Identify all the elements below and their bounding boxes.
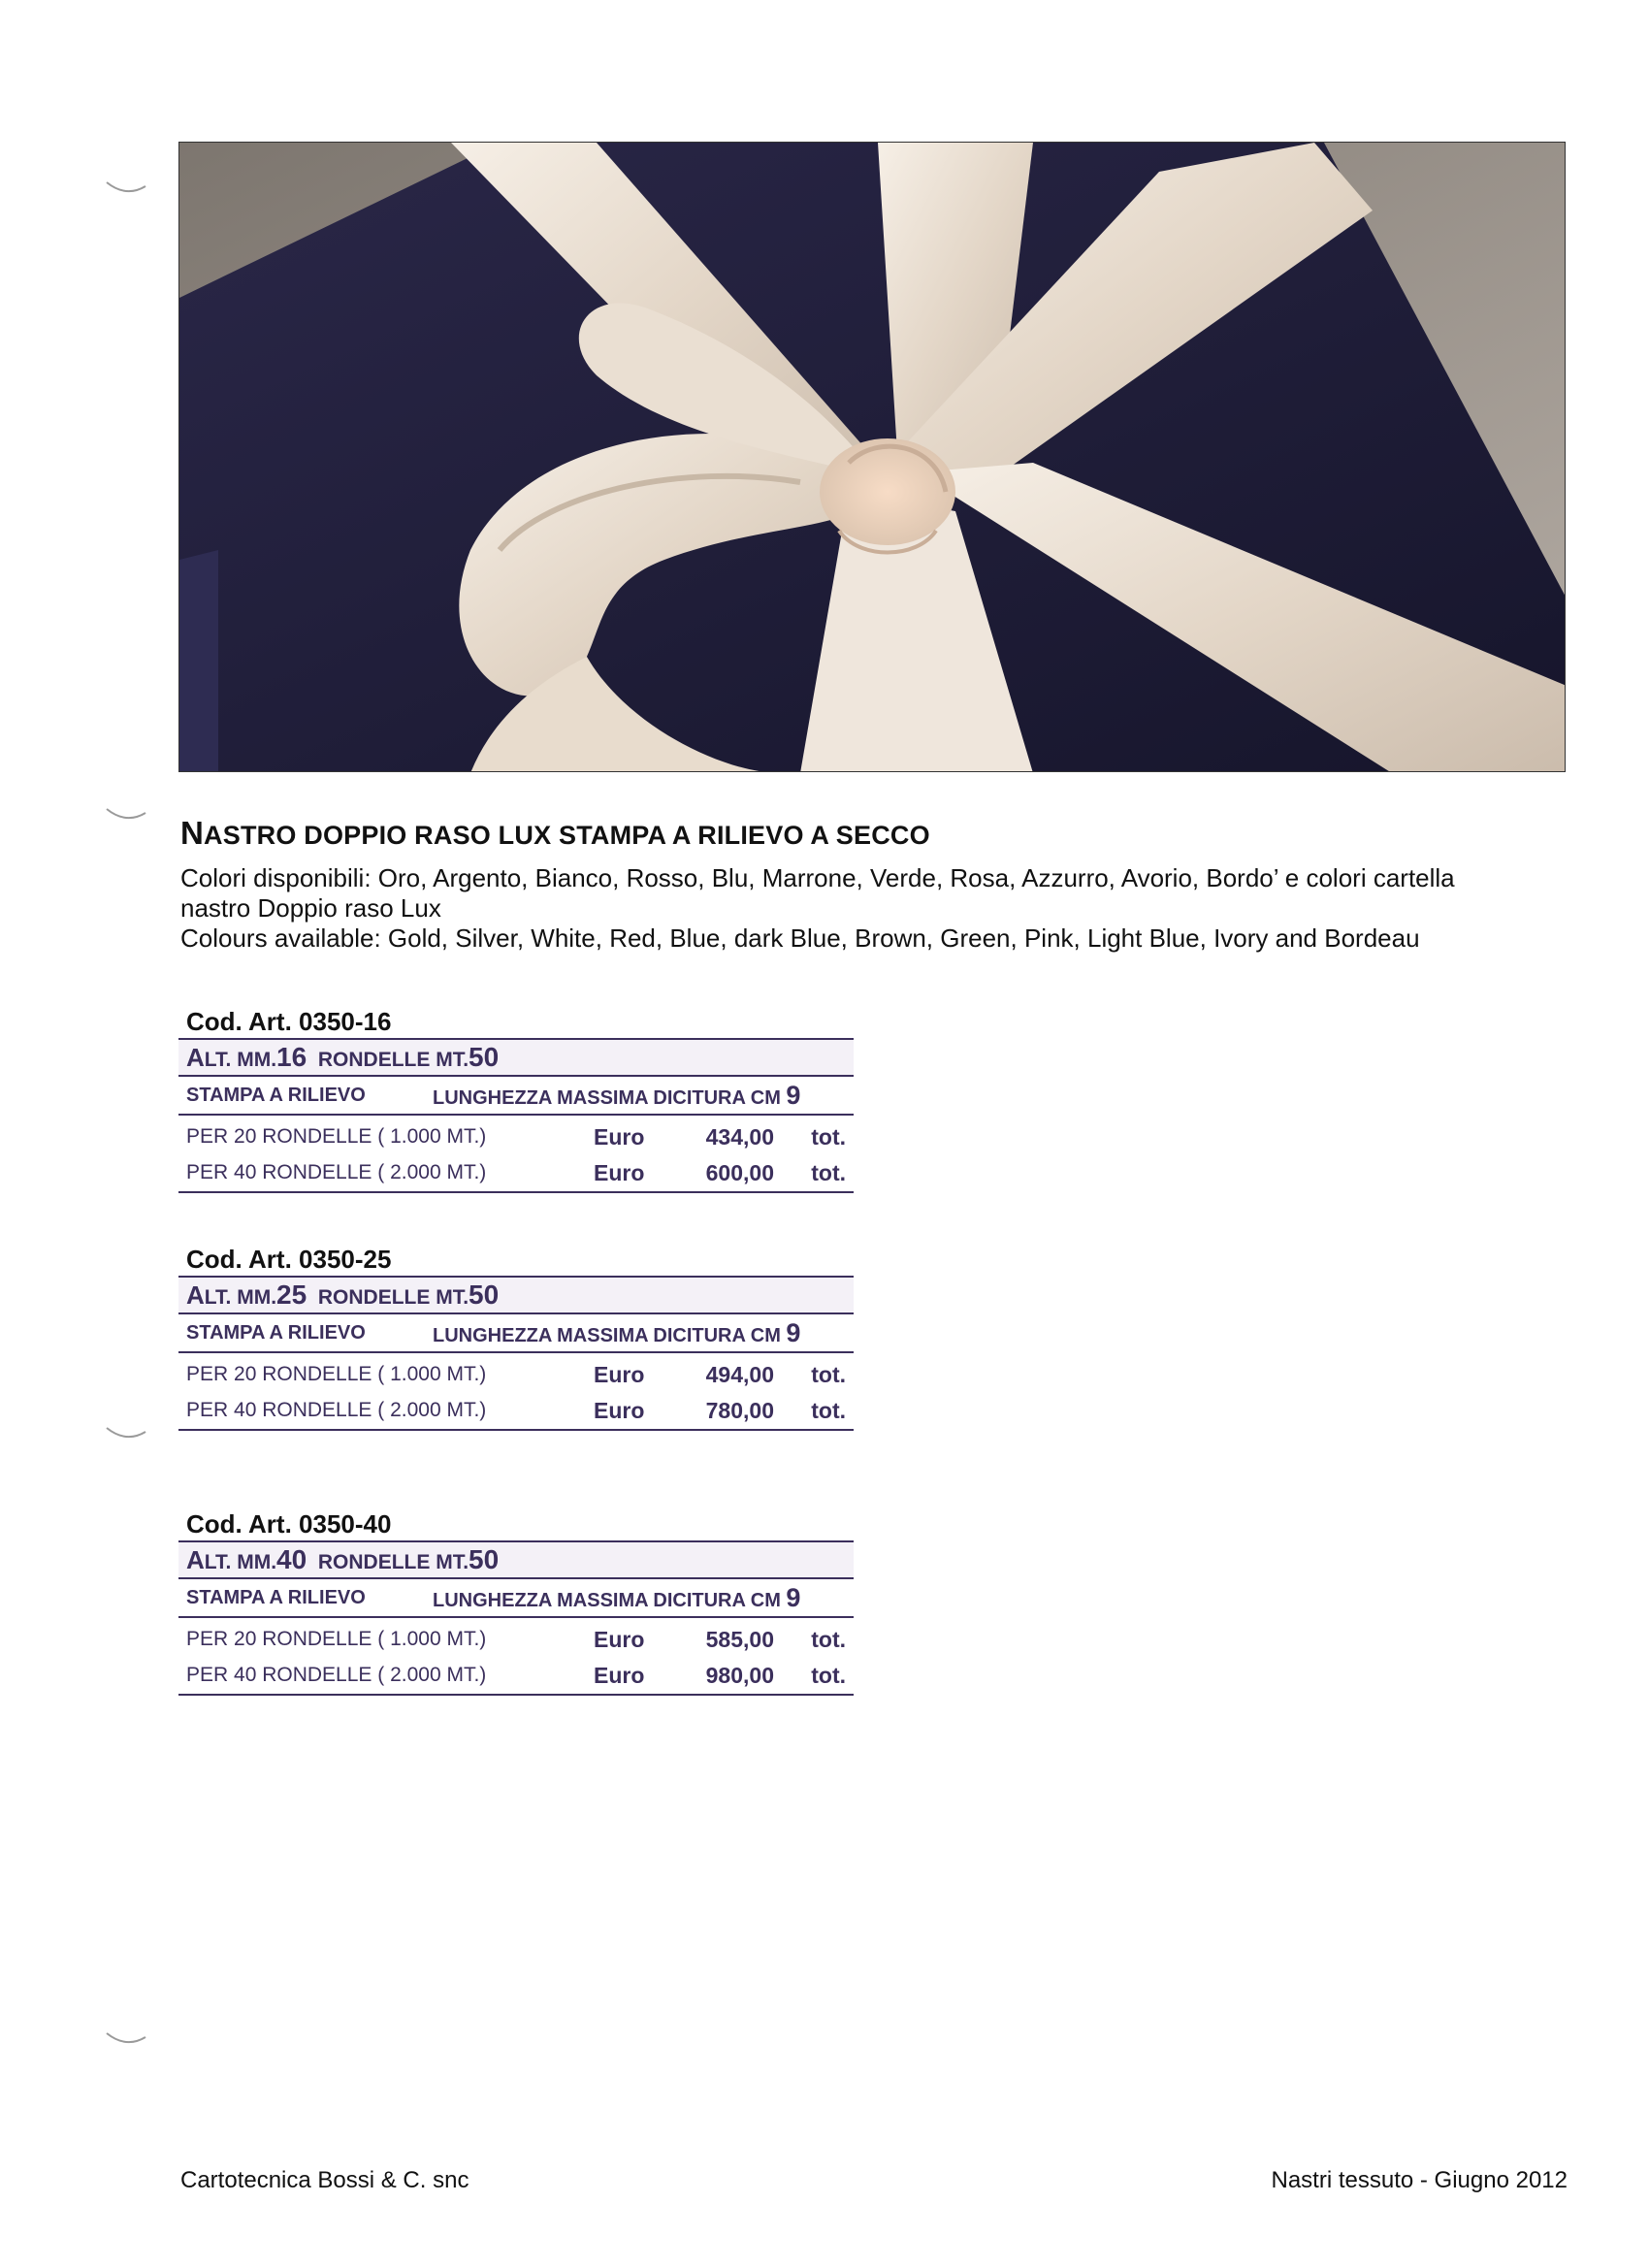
product-title: [180, 815, 930, 852]
article-code: Cod. Art. 0350-25: [186, 1245, 392, 1274]
price-table-article-2: [178, 1243, 854, 1431]
punch-hole-mark: [105, 1424, 147, 1445]
product-description: [180, 863, 1577, 954]
punch-hole-mark: [105, 805, 147, 826]
product-photo: [178, 142, 1566, 772]
price-table-article-1: [178, 1005, 854, 1193]
printing-spec-row: STAMPA A RILIEVO LUNGHEZZA MASSIMA DICITURA CM 9: [178, 1579, 854, 1618]
price-row: PER 40 RONDELLE ( 2.000 MT.) Euro 980,00 tot.: [178, 1657, 854, 1696]
price-row: PER 20 RONDELLE ( 1.000 MT.) Euro 494,00 tot.: [186, 1362, 846, 1387]
price-row: PER 20 RONDELLE ( 1.000 MT.) Euro 585,00 tot.: [186, 1627, 846, 1652]
product-title-rest: ASTRO DOPPIO RASO LUX STAMPA A RILIEVO A SECCO: [204, 821, 930, 850]
colors-italian-line1: Colori disponibili: Oro, Argento, Bianco, Rosso, Blu, Marrone, Verde, Rosa, Azzurro, Avorio, Bordo’ e colori cartella: [180, 863, 1455, 892]
printing-spec-row: STAMPA A RILIEVO LUNGHEZZA MASSIMA DICITURA CM 9: [178, 1314, 854, 1353]
punch-hole-mark: [105, 178, 147, 200]
size-spec-row: ALT. MM.25 RONDELLE MT.50: [178, 1276, 854, 1314]
footer-company: Cartotecnica Bossi & C. snc: [180, 2167, 469, 2193]
price-row: PER 40 RONDELLE ( 2.000 MT.) Euro 600,00 tot.: [178, 1154, 854, 1193]
price-row: PER 40 RONDELLE ( 2.000 MT.) Euro 780,00 tot.: [178, 1392, 854, 1431]
colors-english: Colours available: Gold, Silver, White, Red, Blue, dark Blue, Brown, Green, Pink, Light Blue, Ivory and Bordeau: [180, 923, 1420, 953]
size-spec-row: ALT. MM.40 RONDELLE MT.50: [178, 1540, 854, 1579]
footer-catalog: Nastri tessuto - Giugno 2012: [1271, 2167, 1568, 2193]
product-title-initial: N: [180, 815, 205, 851]
punch-hole-mark: [105, 2029, 147, 2051]
article-code: Cod. Art. 0350-16: [186, 1007, 392, 1036]
size-spec-row: ALT. MM.16 RONDELLE MT.50: [178, 1038, 854, 1077]
colors-italian-line2: nastro Doppio raso Lux: [180, 893, 441, 923]
printing-spec-row: STAMPA A RILIEVO LUNGHEZZA MASSIMA DICITURA CM 9: [178, 1077, 854, 1116]
price-table-article-3: [178, 1507, 854, 1696]
article-code: Cod. Art. 0350-40: [186, 1509, 392, 1539]
price-row: PER 20 RONDELLE ( 1.000 MT.) Euro 434,00 tot.: [186, 1124, 846, 1150]
